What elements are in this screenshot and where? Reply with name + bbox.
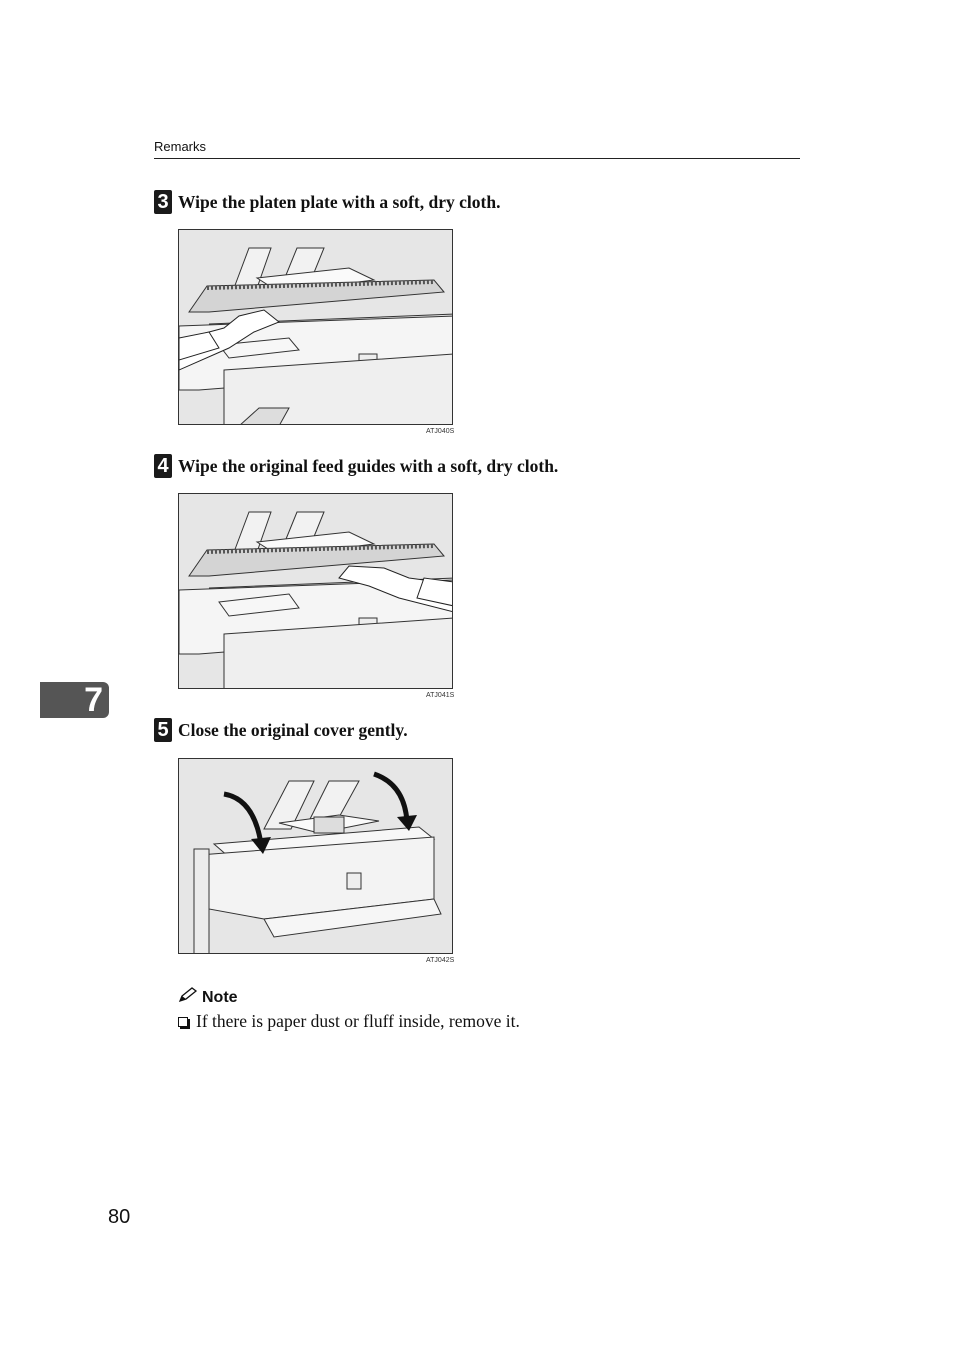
figure-code: ATJ042S: [426, 957, 455, 964]
note-item: [178, 1011, 520, 1032]
step-3: [154, 190, 500, 214]
step-5: [154, 718, 408, 742]
illustration-feed-guide-wipe: [179, 494, 453, 689]
figure-wipe-platen: [178, 229, 453, 425]
header-rule: [154, 158, 800, 159]
note-title: Note: [202, 988, 238, 1006]
illustration-close-cover: [179, 759, 453, 954]
step-text: Wipe the platen plate with a soft, dry cloth.: [178, 191, 501, 212]
illustration-platen-wipe: [179, 230, 453, 425]
header-section-label: Remarks: [154, 139, 207, 154]
step-number: 3: [154, 190, 172, 214]
checkbox-icon: [178, 1017, 188, 1027]
step-number: 5: [154, 718, 172, 742]
page-number: 80: [108, 1206, 131, 1228]
step-text: Close the original cover gently.: [178, 719, 408, 740]
figure-code: ATJ040S: [426, 428, 455, 435]
note-item-text: If there is paper dust or fluff inside, remove it.: [196, 1011, 520, 1031]
chapter-tab: 7: [40, 682, 109, 718]
pencil-icon: [178, 987, 198, 1008]
note-heading: [178, 987, 238, 1008]
figure-code: ATJ041S: [426, 692, 455, 699]
figure-wipe-feed-guides: [178, 493, 453, 689]
step-4: [154, 454, 558, 478]
step-text: Wipe the original feed guides with a soft, dry cloth.: [178, 455, 559, 476]
step-number: 4: [154, 454, 172, 478]
figure-close-cover: [178, 758, 453, 954]
